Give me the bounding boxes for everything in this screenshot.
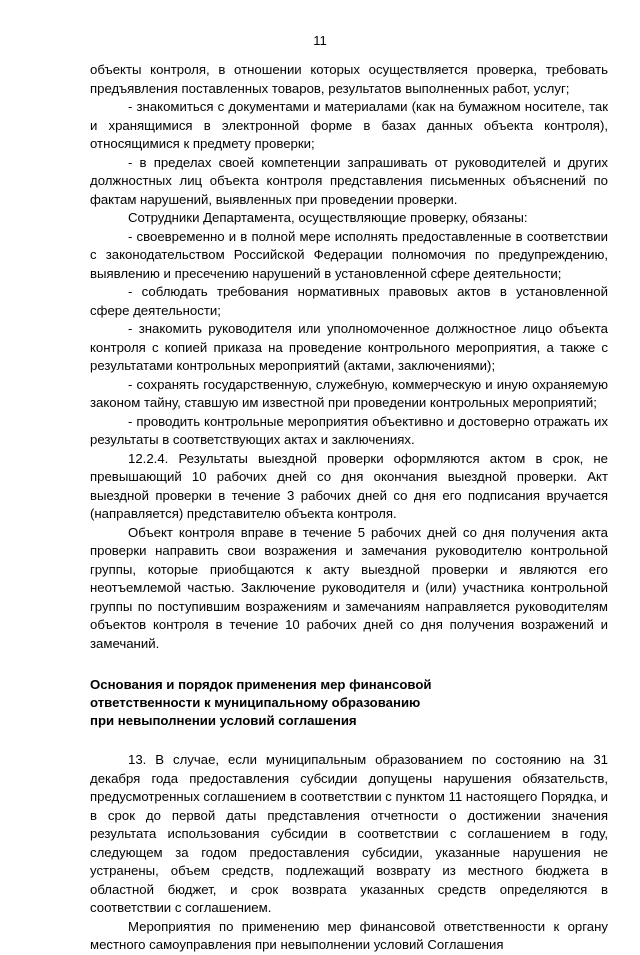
paragraph: 13. В случае, если муниципальным образованием по состоянию на 31 декабря года предоставления субсидии допущены нарушения обязательств, предусмотренных соглашением в соответствии с пунктом 11 настоящего Порядка, и в срок до первой даты представления отчетности о достижении значения результата использования субсидии в соответствии с соглашением в году, следующем за годом предоставления субсидии, указанные нарушения не устранены, объем средств, подлежащий возврату из местного бюджета в областной бюджет, и срок возврата указанных средств определяются в соответствии с соглашением. bbox=[90, 752, 608, 915]
paragraph: - в пределах своей компетенции запрашивать от руководителей и других должностных лиц объекта контроля представления письменных объяснений по фактам нарушений, выявленных при проведении проверки. bbox=[90, 154, 608, 207]
paragraph: - знакомить руководителя или уполномоченное должностное лицо объекта контроля с копией приказа на проведение контрольного мероприятия, а также с результатами контрольных мероприятий (актами, заключениями); bbox=[90, 321, 608, 373]
paragraph: Объект контроля вправе в течение 5 рабочих дней со дня получения акта проверки направить свои возражения и замечания руководителю контрольной группы, которые приобщаются к акту выездной проверки и являются его неотъемлемой частью. Заключение руководителя и (или) участника контрольной группы по поступившим возражениям и замечаниям направляется руководителям объектов контроля в течение 10 рабочих дней со дня получения возражений и замечаний. bbox=[90, 524, 608, 651]
paragraph: 12.2.4. Результаты выездной проверки оформляются актом в срок, не превышающий 10 рабочих дней со дня окончания выездной проверки. Акт выездной проверки в течение 3 рабочих дней со дня его подписания вручается (направляется) представителю объекта контроля. bbox=[90, 450, 608, 521]
paragraph: - знакомиться с документами и материалами (как на бумажном носителе, так и хранящимися в электронной форме в базах данных объекта контроля), относящимися к предмету проверки; bbox=[90, 99, 608, 151]
paragraph: объекты контроля, в отношении которых осуществляется проверка, требовать предъявления поставленных товаров, результатов выполненных работ, услуг; bbox=[90, 62, 608, 96]
body-text-top bbox=[90, 61, 608, 653]
section-heading-line: при невыполнении условий соглашения bbox=[90, 713, 357, 728]
section-heading-line: ответственности к муниципальному образованию bbox=[90, 695, 421, 710]
paragraph: Сотрудники Департамента, осуществляющие проверку, обязаны: bbox=[128, 210, 528, 225]
document-body bbox=[90, 61, 608, 955]
page-number: 11 bbox=[313, 33, 327, 48]
paragraph: - своевременно и в полной мере исполнять предоставленные в соответствии с законодательством Российской Федерации полномочия по предупреждению, выявлению и пресечению нарушений в установленной сфере деятельности; bbox=[90, 228, 608, 281]
paragraph: - сохранять государственную, служебную, коммерческую и иную охраняемую законом тайну, ставшую им известной при проведении контрольных мероприятий; bbox=[90, 376, 608, 410]
section-heading-line: Основания и порядок применения мер финансовой bbox=[90, 677, 432, 692]
paragraph: - соблюдать требования нормативных правовых актов в установленной сфере деятельности; bbox=[90, 284, 608, 318]
paragraph: Мероприятия по применению мер финансовой ответственности к органу местного самоуправления при невыполнении условий Соглашения bbox=[90, 918, 608, 952]
paragraph: - проводить контрольные мероприятия объективно и достоверно отражать их результаты в соответствующих актах и заключениях. bbox=[90, 413, 608, 447]
body-text-bottom bbox=[90, 751, 608, 955]
section-heading bbox=[90, 676, 608, 730]
